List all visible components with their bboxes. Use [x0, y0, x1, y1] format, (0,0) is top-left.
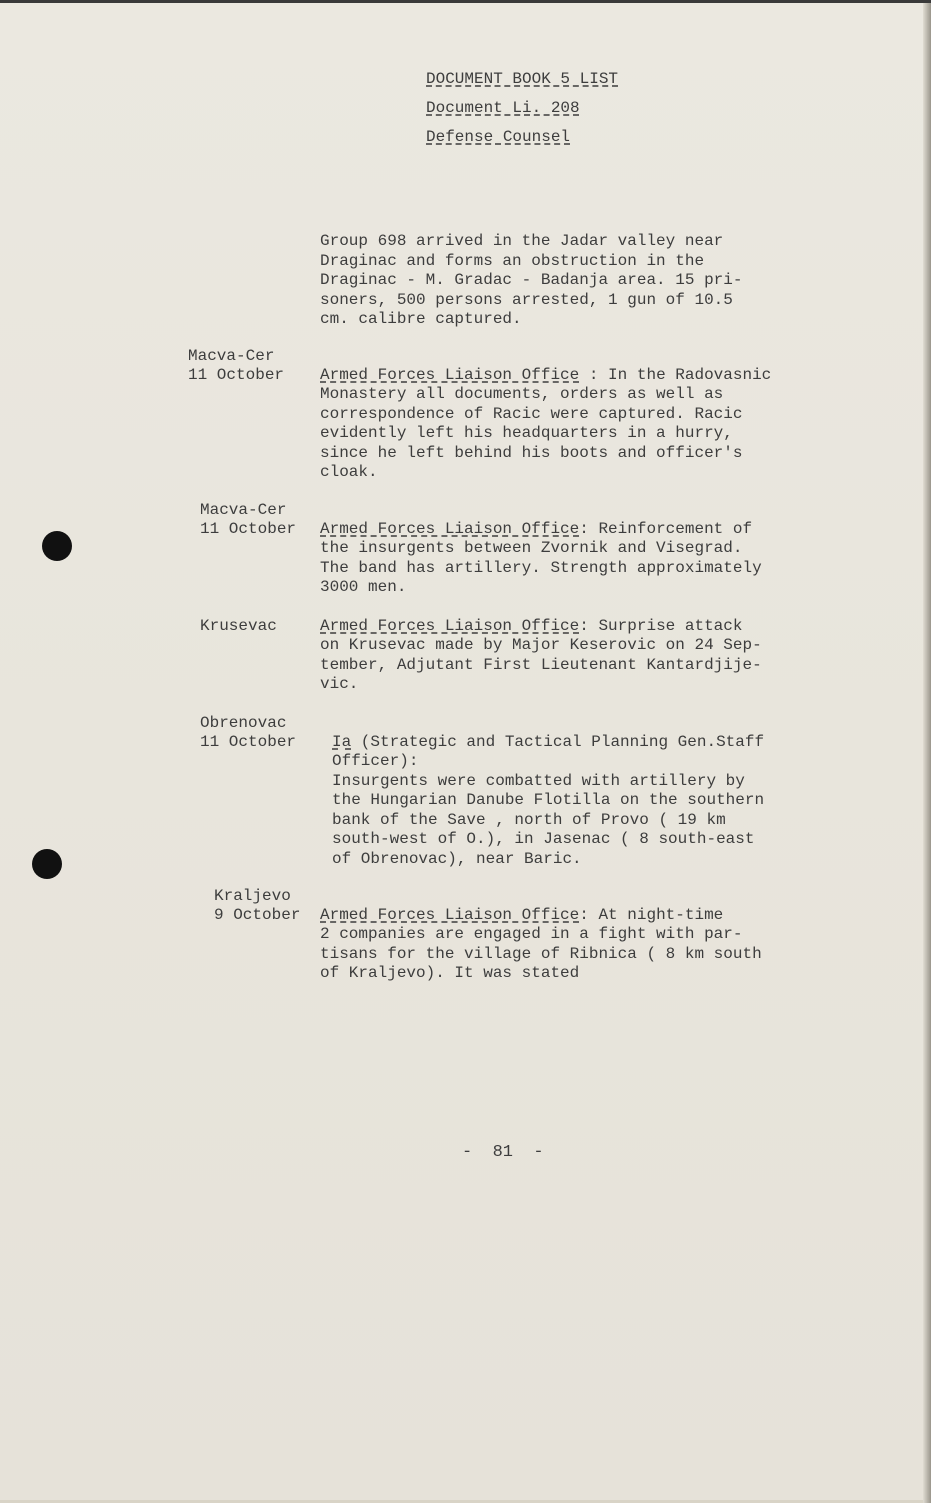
entry-1-place: Macva-Cer: [188, 347, 275, 365]
entry-2-place: Macva-Cer: [200, 501, 287, 519]
entry-5-place: Kraljevo: [214, 887, 291, 905]
document-header: [426, 65, 618, 152]
entry-1-first-text: : In the Radovasnic: [579, 366, 772, 384]
entry-4-first-line: [332, 733, 764, 753]
header-line-3: Defense Counsel: [426, 128, 571, 146]
header-line-2: Document Li. 208: [426, 99, 580, 117]
entry-1-body: Monastery all documents, orders as well as correspondence of Racic were captured. Racic evidently left his headquarters in a hurry, since he left behind his boots and officer's cloak.: [320, 385, 743, 481]
entry-5-body: 2 companies are engaged in a fight with par- tisans for the village of Ribnica ( 8 km south of Kraljevo). It was stated: [320, 925, 762, 982]
entry-2-source: Armed Forces Liaison Office: [320, 520, 580, 538]
punch-hole-lower: [32, 849, 62, 879]
entry-5-source: Armed Forces Liaison Office: [320, 906, 580, 924]
entry-4-source: Ia: [332, 733, 352, 751]
entry-2-first-line: [320, 520, 752, 540]
entry-2-body: the insurgents between Zvornik and Visegrad. The band has artillery. Strength approximately 3000 men.: [320, 539, 762, 596]
entry-5-first-text: : At night-time: [579, 906, 724, 924]
header-line-1: DOCUMENT BOOK 5 LIST: [426, 70, 619, 88]
entry-1-first-line: [320, 366, 771, 386]
entry-2-first-text: : Reinforcement of: [579, 520, 753, 538]
entry-3-body: on Krusevac made by Major Keserovic on 24 Sep- tember, Adjutant First Lieutenant Kantardjije- vic.: [320, 636, 762, 693]
entry-3-source: Armed Forces Liaison Office: [320, 617, 580, 635]
entry-3-first-line: [320, 617, 742, 637]
entry-0-text: Group 698 arrived in the Jadar valley near Draginac and forms an obstruction in the Draginac - M. Gradac - Badanja area. 15 pri- soners, 500 persons arrested, 1 gun of 10.5 cm. calibre captured.: [320, 232, 743, 328]
entry-4-first-text: (Strategic and Tactical Planning Gen.Staff: [351, 733, 765, 751]
entry-2-date: 11 October: [200, 520, 297, 538]
entry-1-date: 11 October: [188, 366, 285, 384]
entry-5-first-line: [320, 906, 723, 926]
entry-4-date: 11 October: [200, 733, 297, 751]
punch-hole-upper: [42, 531, 72, 561]
entry-4-place: Obrenovac: [200, 714, 287, 732]
entry-5-date: 9 October: [214, 906, 301, 924]
entry-4-body: Officer): Insurgents were combatted with artillery by the Hungarian Danube Flotilla on the southern bank of the Save , north of Provo ( 19 km south-west of O.), in Jasenac ( 8 south-east of Obrenovac), near Baric.: [332, 752, 765, 868]
entry-3-first-text: : Surprise attack: [579, 617, 743, 635]
entry-3-place: Krusevac: [200, 617, 277, 635]
page-edge-shadow: [923, 3, 931, 1503]
entry-1-source: Armed Forces Liaison Office: [320, 366, 580, 384]
page-number: - 81 -: [462, 1143, 544, 1162]
